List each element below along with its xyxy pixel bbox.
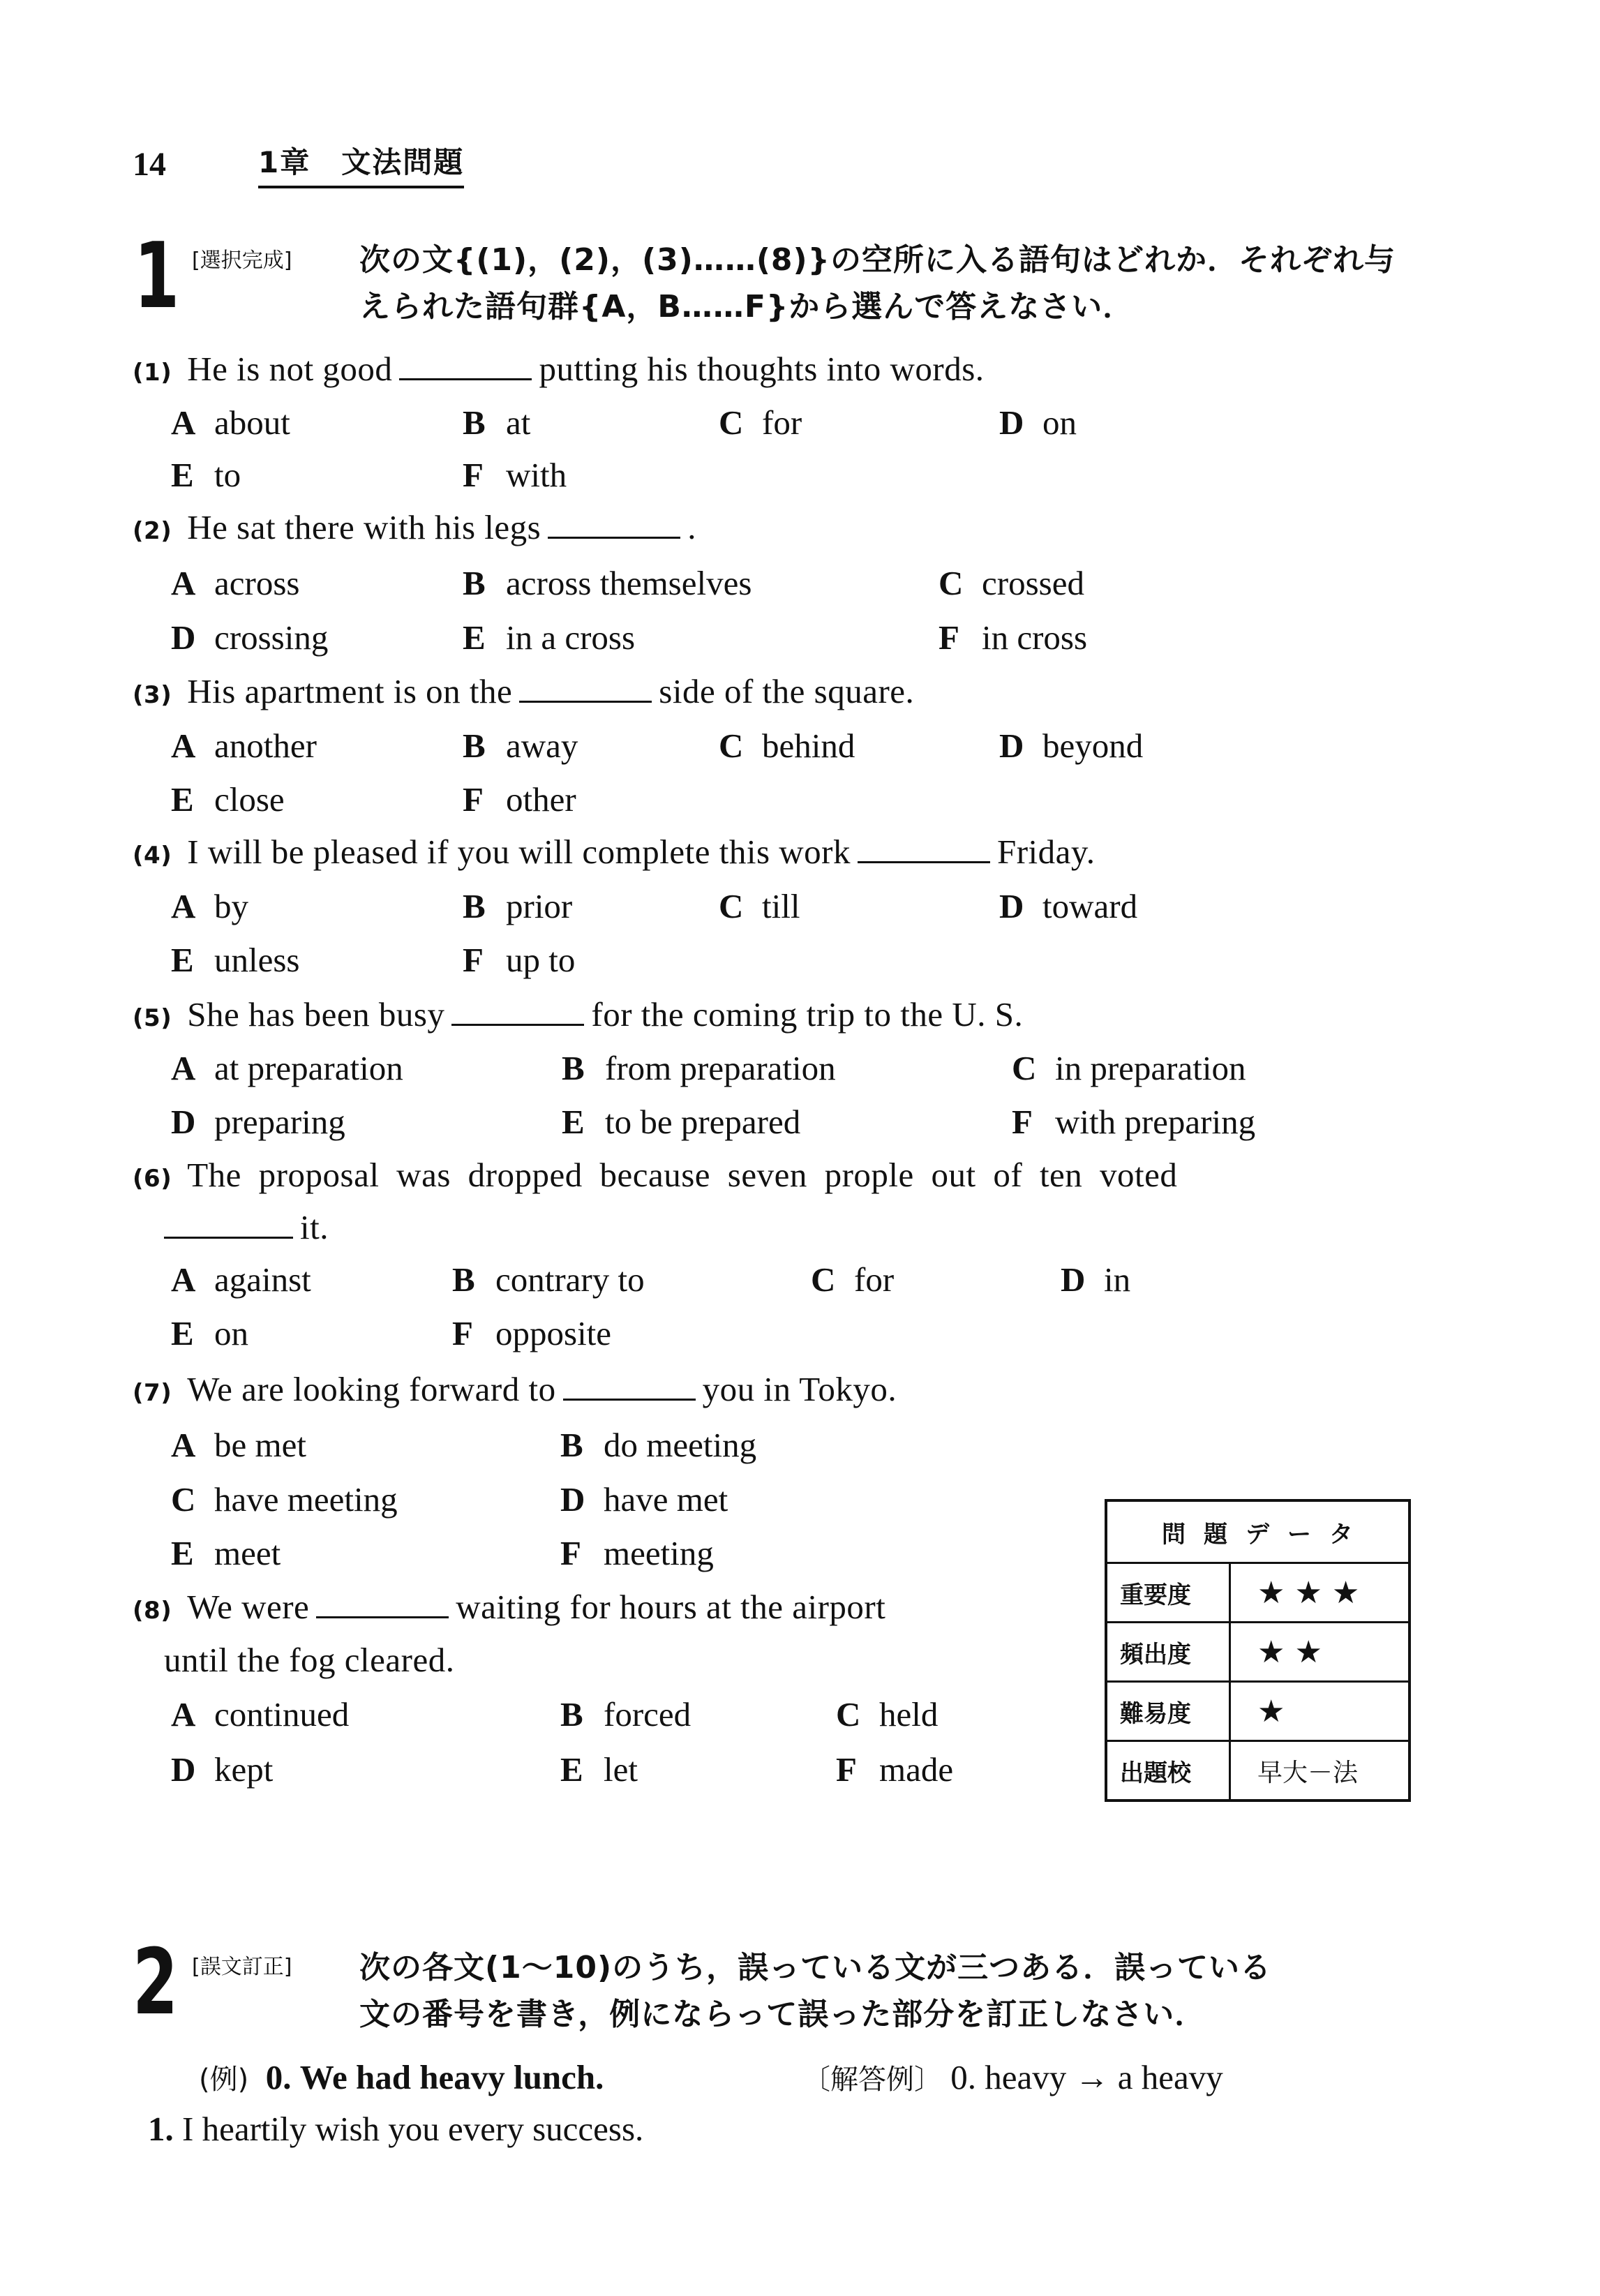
question-4 xyxy=(133,832,1095,872)
item-text: I heartily wish you every success. xyxy=(182,2110,644,2148)
question-text: His apartment is on the xyxy=(187,672,513,710)
option-letter: C xyxy=(836,1695,861,1734)
question-text: We are looking forward to xyxy=(187,1370,556,1408)
option-text: across xyxy=(214,564,300,602)
option[interactable] xyxy=(171,1260,311,1299)
option-letter: A xyxy=(171,1260,196,1299)
option[interactable] xyxy=(719,726,855,766)
option-text: continued xyxy=(214,1695,350,1734)
option[interactable] xyxy=(171,403,290,442)
question-text: it. xyxy=(300,1208,329,1246)
question-text: He is not good xyxy=(187,350,393,388)
option[interactable] xyxy=(171,618,328,657)
instruction-line: 次の文{(1)，(2)，(3)……(8)}の空所に入る語句はどれか．それぞれ与 xyxy=(359,242,1396,278)
question-8 xyxy=(133,1587,885,1627)
source-school-value: 早大－法 xyxy=(1230,1741,1410,1801)
option-text: on xyxy=(214,1314,248,1352)
option-letter: A xyxy=(171,564,196,602)
example-label: (例) xyxy=(199,2064,249,2096)
option[interactable] xyxy=(463,563,752,603)
option[interactable] xyxy=(171,1425,306,1465)
question-6-continuation xyxy=(164,1207,329,1247)
option[interactable] xyxy=(560,1425,756,1465)
option[interactable] xyxy=(999,403,1077,442)
option-text: kept xyxy=(214,1750,274,1789)
option-text: against xyxy=(214,1260,311,1299)
option[interactable] xyxy=(560,1479,728,1519)
option-letter: C xyxy=(719,726,744,765)
option-text: at preparation xyxy=(214,1049,403,1087)
option-letter: D xyxy=(171,618,196,657)
question-text: She has been busy xyxy=(187,995,445,1034)
option[interactable] xyxy=(171,886,248,926)
question-number: (1) xyxy=(133,359,172,387)
importance-label: 重要度 xyxy=(1106,1563,1230,1623)
option-letter: C xyxy=(1012,1049,1037,1087)
option-text: behind xyxy=(762,726,855,765)
question-number: (8) xyxy=(133,1597,172,1625)
question-number: (4) xyxy=(133,842,172,870)
option-letter: F xyxy=(463,780,484,819)
option[interactable] xyxy=(171,563,299,603)
difficulty-stars: ★ xyxy=(1230,1682,1410,1741)
chapter-title: 1章 文法問題 xyxy=(258,140,464,188)
option[interactable] xyxy=(560,1533,714,1573)
option-letter: D xyxy=(1061,1260,1086,1299)
option-text: crossed xyxy=(982,564,1084,602)
option-text: unless xyxy=(214,941,300,979)
option-letter: E xyxy=(171,1534,194,1572)
option-letter: E xyxy=(171,941,194,979)
question-text: side of the square. xyxy=(659,672,915,710)
option-letter: F xyxy=(1012,1103,1033,1141)
option-letter: A xyxy=(171,403,196,442)
option-letter: C xyxy=(811,1260,836,1299)
question-1 xyxy=(133,349,985,389)
question-text: you in Tokyo. xyxy=(702,1370,897,1408)
option[interactable] xyxy=(811,1260,894,1299)
option-text: in cross xyxy=(982,618,1088,657)
option-text: close xyxy=(214,780,285,819)
option[interactable] xyxy=(560,1750,638,1789)
option-letter: C xyxy=(719,887,744,925)
option-letter: A xyxy=(171,1426,196,1464)
option[interactable] xyxy=(836,1750,953,1789)
question-number: (7) xyxy=(133,1379,172,1407)
option-letter: E xyxy=(463,618,486,657)
option[interactable] xyxy=(463,780,576,819)
table-row xyxy=(1106,1563,1410,1623)
option[interactable] xyxy=(463,886,572,926)
option[interactable] xyxy=(463,940,575,980)
question-text: We were xyxy=(187,1588,310,1626)
option[interactable] xyxy=(999,886,1137,926)
option[interactable] xyxy=(719,403,802,442)
option-text: for xyxy=(762,403,802,442)
option[interactable] xyxy=(836,1694,938,1734)
option-text: toward xyxy=(1042,887,1138,925)
option-text: have meeting xyxy=(214,1480,398,1519)
option-text: in preparation xyxy=(1055,1049,1246,1087)
option-letter: F xyxy=(560,1534,581,1572)
section-number: 1 xyxy=(134,223,180,329)
answer-blank[interactable] xyxy=(563,1398,696,1401)
option-letter: E xyxy=(560,1750,583,1789)
option-letter: E xyxy=(171,1314,194,1352)
item-number: 1. xyxy=(148,2110,174,2148)
page-number: 14 xyxy=(133,146,166,183)
option[interactable] xyxy=(452,1313,611,1353)
option-text: held xyxy=(879,1695,939,1734)
question-text: waiting for hours at the airport xyxy=(456,1588,886,1626)
question-6 xyxy=(133,1155,1177,1195)
option-text: till xyxy=(762,887,800,925)
option[interactable] xyxy=(171,726,317,766)
question-text: I will be pleased if you will complete this work xyxy=(187,833,851,871)
question-text: . xyxy=(687,508,696,546)
option[interactable] xyxy=(719,886,800,926)
question-8-continuation: until the fog cleared. xyxy=(164,1641,455,1679)
table-title: 問題データ xyxy=(1162,1520,1371,1549)
option-letter: D xyxy=(171,1750,196,1789)
option-letter: A xyxy=(171,1695,196,1734)
option-letter: E xyxy=(562,1103,585,1141)
answer-blank[interactable] xyxy=(548,536,680,539)
option[interactable] xyxy=(463,403,530,442)
source-school-label: 出題校 xyxy=(1106,1741,1230,1801)
section-number: 2 xyxy=(133,1929,179,2035)
option-text: with preparing xyxy=(1055,1103,1256,1141)
question-text: Friday. xyxy=(996,833,1096,871)
option-letter: B xyxy=(463,726,486,765)
answer-blank[interactable] xyxy=(451,1023,584,1026)
option-letter: B xyxy=(463,403,486,442)
option[interactable] xyxy=(560,1694,691,1734)
example-answer-label: 〔解答例〕 xyxy=(802,2064,942,2096)
option-text: from preparation xyxy=(605,1049,836,1087)
table-row xyxy=(1106,1682,1410,1741)
question-number: (2) xyxy=(133,517,172,545)
table-row xyxy=(1106,1623,1410,1682)
option-text: in a cross xyxy=(506,618,636,657)
question-7 xyxy=(133,1369,897,1409)
problem-data-table xyxy=(1105,1499,1411,1802)
question-text: for the coming trip to the U. S. xyxy=(591,995,1024,1034)
example-answer: 0. heavy → a heavy xyxy=(950,2058,1223,2096)
option-letter: B xyxy=(463,564,486,602)
option-letter: D xyxy=(999,403,1024,442)
option-text: have met xyxy=(604,1480,728,1519)
option-text: to xyxy=(214,456,241,494)
question-3 xyxy=(133,671,914,711)
instruction-line: 次の各文(1～10)のうち，誤っている文が三つある．誤っている xyxy=(359,1950,1272,1985)
answer-blank[interactable] xyxy=(316,1616,449,1618)
option[interactable] xyxy=(999,726,1143,766)
difficulty-label: 難易度 xyxy=(1106,1682,1230,1741)
option[interactable] xyxy=(171,1479,398,1519)
option-letter: D xyxy=(171,1103,196,1141)
option-text: other xyxy=(506,780,576,819)
option-text: another xyxy=(214,726,317,765)
option-letter: F xyxy=(463,941,484,979)
option[interactable] xyxy=(171,1533,281,1573)
option-text: preparing xyxy=(214,1103,345,1141)
answer-blank[interactable] xyxy=(164,1236,293,1239)
option-letter: B xyxy=(560,1426,583,1464)
option-letter: A xyxy=(171,726,196,765)
option-text: with xyxy=(506,456,567,494)
option[interactable] xyxy=(1012,1048,1246,1088)
option-letter: A xyxy=(171,887,196,925)
option[interactable] xyxy=(452,1260,645,1299)
option-text: do meeting xyxy=(604,1426,757,1464)
option-letter: E xyxy=(171,780,194,819)
option-letter: C xyxy=(171,1480,196,1519)
option-letter: B xyxy=(560,1695,583,1734)
question-text: putting his thoughts into words. xyxy=(539,350,985,388)
list-item xyxy=(148,2109,643,2149)
option-text: beyond xyxy=(1042,726,1144,765)
section-tag: [選択完成] xyxy=(192,248,292,273)
option-text: meeting xyxy=(604,1534,714,1572)
option-letter: B xyxy=(452,1260,475,1299)
example-answer-row xyxy=(802,2057,1223,2097)
option-letter: C xyxy=(719,403,744,442)
option-letter: D xyxy=(560,1480,585,1519)
frequency-label: 頻出度 xyxy=(1106,1623,1230,1682)
question-2 xyxy=(133,507,696,547)
question-number: (6) xyxy=(133,1165,172,1193)
option[interactable] xyxy=(171,1750,273,1789)
option-text: about xyxy=(214,403,290,442)
option-text: by xyxy=(214,887,248,925)
option-text: be met xyxy=(214,1426,306,1464)
answer-blank[interactable] xyxy=(519,700,652,703)
option-letter: E xyxy=(171,456,194,494)
example-sentence: 0. We had heavy lunch. xyxy=(265,2058,604,2096)
option-letter: B xyxy=(562,1049,585,1087)
option-text: crossing xyxy=(214,618,329,657)
frequency-stars: ★★ xyxy=(1230,1623,1410,1682)
option[interactable] xyxy=(463,618,635,657)
option[interactable] xyxy=(463,726,578,766)
option[interactable] xyxy=(171,1313,248,1353)
option-text: up to xyxy=(506,941,576,979)
question-text: The proposal was dropped because seven prople out of ten voted xyxy=(187,1156,1178,1194)
question-5 xyxy=(133,994,1023,1034)
instruction-line: 文の番号を書き，例にならって誤った部分を訂正しなさい． xyxy=(359,1997,1206,2032)
option[interactable] xyxy=(1012,1102,1255,1142)
option-letter: D xyxy=(999,887,1024,925)
instruction-line: えられた語句群{A，B……F}から選んで答えなさい． xyxy=(359,289,1135,325)
option-text: forced xyxy=(604,1695,691,1734)
option-letter: C xyxy=(939,564,964,602)
option-letter: B xyxy=(463,887,486,925)
importance-stars: ★★★ xyxy=(1230,1563,1410,1623)
option[interactable] xyxy=(463,455,567,495)
option-letter: F xyxy=(836,1750,857,1789)
answer-blank[interactable] xyxy=(399,378,532,380)
option[interactable] xyxy=(562,1102,800,1142)
option[interactable] xyxy=(171,1048,403,1088)
table-row xyxy=(1106,1741,1410,1801)
option-text: contrary to xyxy=(495,1260,645,1299)
question-text: He sat there with his legs xyxy=(187,508,541,546)
option-text: for xyxy=(854,1260,895,1299)
option-letter: F xyxy=(452,1314,473,1352)
option-letter: A xyxy=(171,1049,196,1087)
answer-blank[interactable] xyxy=(858,860,990,863)
option-text: prior xyxy=(506,887,573,925)
option[interactable] xyxy=(171,940,300,980)
option[interactable] xyxy=(939,618,1087,657)
option[interactable] xyxy=(1061,1260,1130,1299)
question-number: (5) xyxy=(133,1004,172,1032)
question-number: (3) xyxy=(133,681,172,709)
option[interactable] xyxy=(562,1048,836,1088)
option-letter: F xyxy=(463,456,484,494)
option-text: let xyxy=(604,1750,638,1789)
option-text: to be prepared xyxy=(605,1103,801,1141)
option-text: away xyxy=(506,726,578,765)
option-text: opposite xyxy=(495,1314,612,1352)
option-text: made xyxy=(879,1750,954,1789)
option-text: on xyxy=(1042,403,1077,442)
option-text: at xyxy=(506,403,531,442)
option[interactable] xyxy=(171,780,285,819)
option-text: across themselves xyxy=(506,564,752,602)
option-letter: D xyxy=(999,726,1024,765)
option[interactable] xyxy=(171,1694,349,1734)
option[interactable] xyxy=(171,1102,345,1142)
option-text: in xyxy=(1104,1260,1131,1299)
option[interactable] xyxy=(939,563,1084,603)
option-letter: F xyxy=(939,618,959,657)
option[interactable] xyxy=(171,455,241,495)
option-text: meet xyxy=(214,1534,281,1572)
example-row xyxy=(199,2057,604,2097)
section-tag: [誤文訂正] xyxy=(192,1955,292,1979)
